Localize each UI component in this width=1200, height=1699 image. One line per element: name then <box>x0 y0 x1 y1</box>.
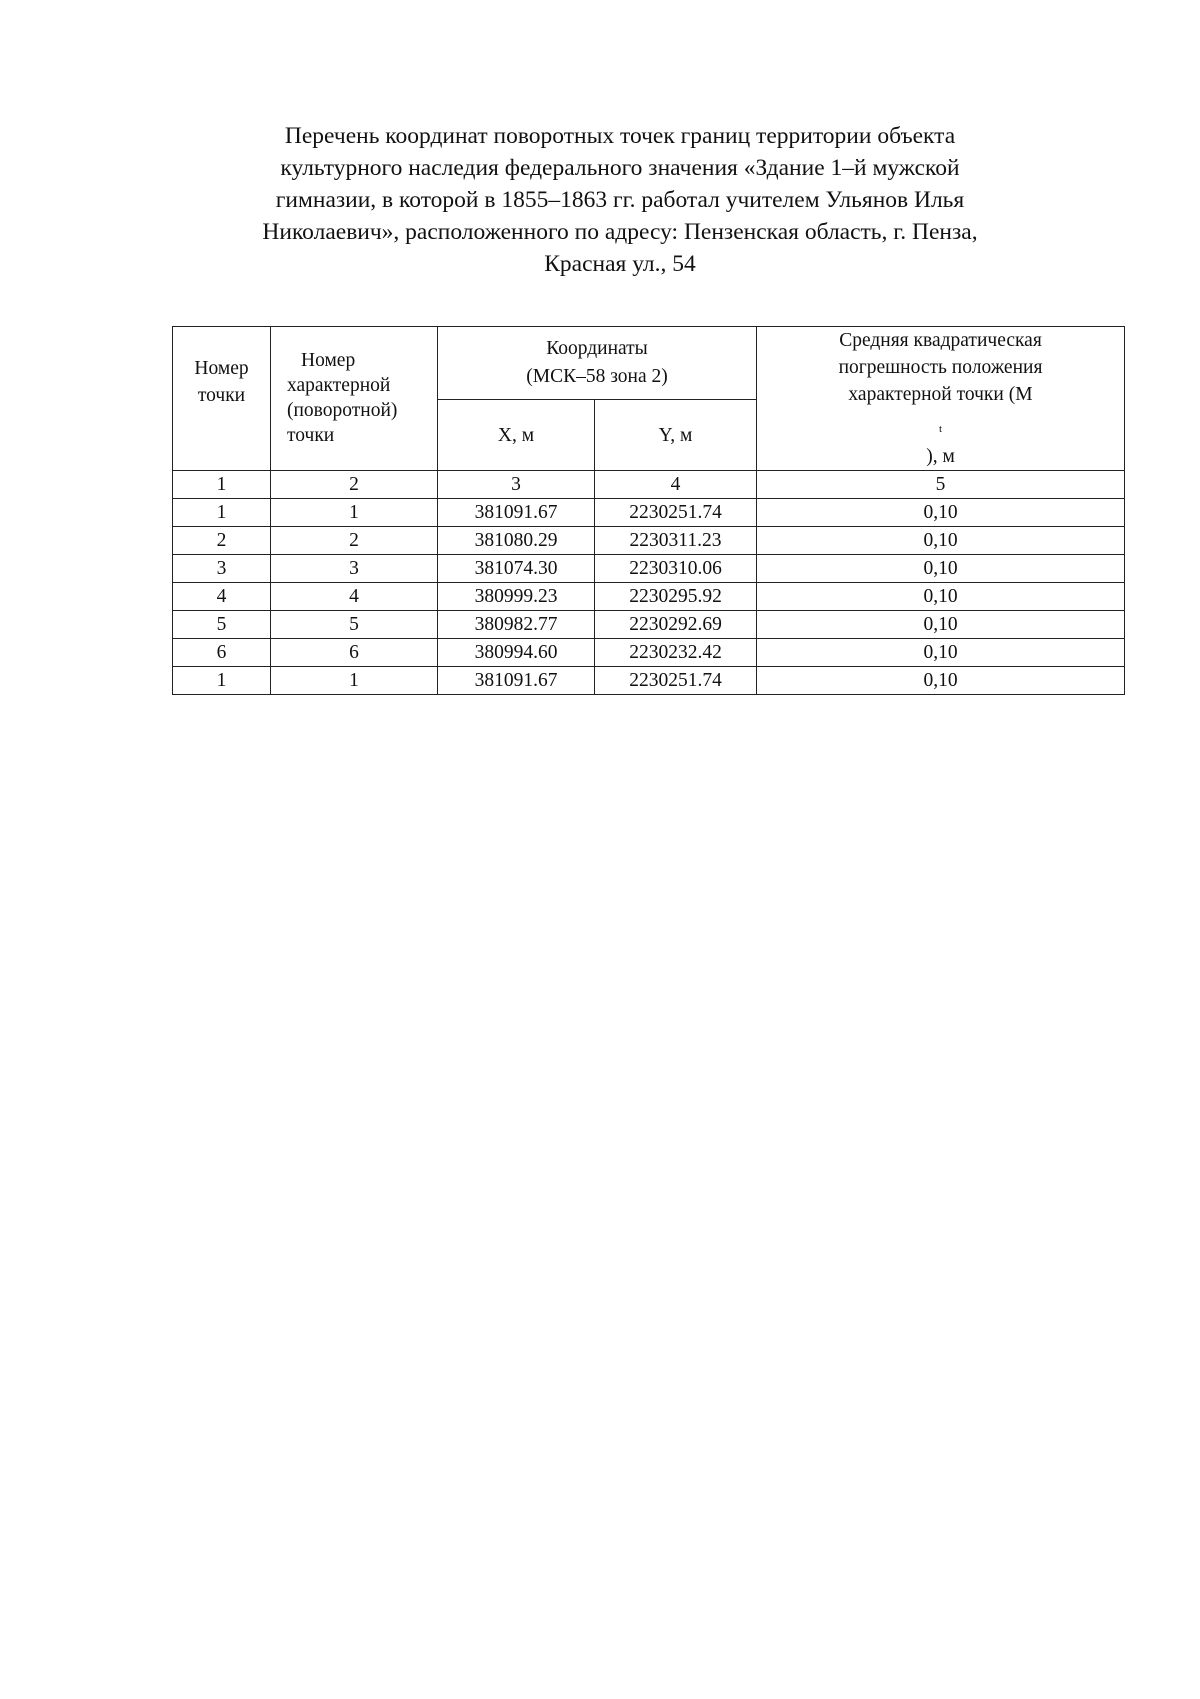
cell-x: 380982.77 <box>438 610 595 638</box>
column-numbers-row <box>173 470 1125 498</box>
cell-point-number: 4 <box>173 582 271 610</box>
cell-error: 0,10 <box>757 526 1125 554</box>
header-error: Средняя квадратическая погрешность положения характерной точки (M $_t$ ), м <box>757 327 1125 471</box>
cell-x: 381080.29 <box>438 526 595 554</box>
cell-y: 2230232.42 <box>595 638 757 666</box>
table-row <box>173 498 1125 526</box>
cell-error: 0,10 <box>757 610 1125 638</box>
header-char-point-number: Номер характерной (поворотной) точки <box>271 327 438 471</box>
cell-point-number: 3 <box>173 554 271 582</box>
cell-error: 0,10 <box>757 666 1125 694</box>
cell-x: 381091.67 <box>438 666 595 694</box>
cell-y: 2230251.74 <box>595 666 757 694</box>
table-row <box>173 582 1125 610</box>
cell-error: 0,10 <box>757 582 1125 610</box>
document-title <box>180 120 1060 280</box>
header-coordinates: Координаты (МСК–58 зона 2) <box>438 327 757 400</box>
title-line: Николаевич», расположенного по адресу: Пензенская область, г. Пенза, <box>262 219 978 245</box>
cell-error: 0,10 <box>757 638 1125 666</box>
column-number: 5 <box>757 470 1125 498</box>
table-row <box>173 526 1125 554</box>
cell-point-number: 5 <box>173 610 271 638</box>
table-row <box>173 638 1125 666</box>
cell-x: 380994.60 <box>438 638 595 666</box>
cell-char-point-number: 6 <box>271 638 438 666</box>
title-line: гимназии, в которой в 1855–1863 гг. работал учителем Ульянов Илья <box>275 187 965 213</box>
table-row <box>173 554 1125 582</box>
coordinates-table <box>172 326 1125 695</box>
cell-x: 380999.23 <box>438 582 595 610</box>
cell-char-point-number: 1 <box>271 498 438 526</box>
cell-y: 2230311.23 <box>595 526 757 554</box>
title-line: Красная ул., 54 <box>544 251 696 277</box>
table-row <box>173 666 1125 694</box>
header-y: Y, м <box>595 400 757 471</box>
cell-x: 381091.67 <box>438 498 595 526</box>
cell-char-point-number: 2 <box>271 526 438 554</box>
cell-x: 381074.30 <box>438 554 595 582</box>
cell-char-point-number: 4 <box>271 582 438 610</box>
cell-point-number: 6 <box>173 638 271 666</box>
column-number: 2 <box>271 470 438 498</box>
cell-point-number: 2 <box>173 526 271 554</box>
column-number: 3 <box>438 470 595 498</box>
header-x: X, м <box>438 400 595 471</box>
cell-y: 2230310.06 <box>595 554 757 582</box>
cell-y: 2230292.69 <box>595 610 757 638</box>
cell-char-point-number: 5 <box>271 610 438 638</box>
column-number: 1 <box>173 470 271 498</box>
column-number: 4 <box>595 470 757 498</box>
cell-error: 0,10 <box>757 554 1125 582</box>
table-header-row <box>173 327 1125 400</box>
title-line: культурного наследия федерального значения «Здание 1–й мужской <box>280 155 960 181</box>
cell-y: 2230251.74 <box>595 498 757 526</box>
cell-char-point-number: 3 <box>271 554 438 582</box>
cell-y: 2230295.92 <box>595 582 757 610</box>
header-point-number: Номер точки <box>173 327 271 471</box>
cell-point-number: 1 <box>173 666 271 694</box>
cell-error: 0,10 <box>757 498 1125 526</box>
cell-char-point-number: 1 <box>271 666 438 694</box>
table-row <box>173 610 1125 638</box>
cell-point-number: 1 <box>173 498 271 526</box>
title-line: Перечень координат поворотных точек границ территории объекта <box>284 123 956 149</box>
